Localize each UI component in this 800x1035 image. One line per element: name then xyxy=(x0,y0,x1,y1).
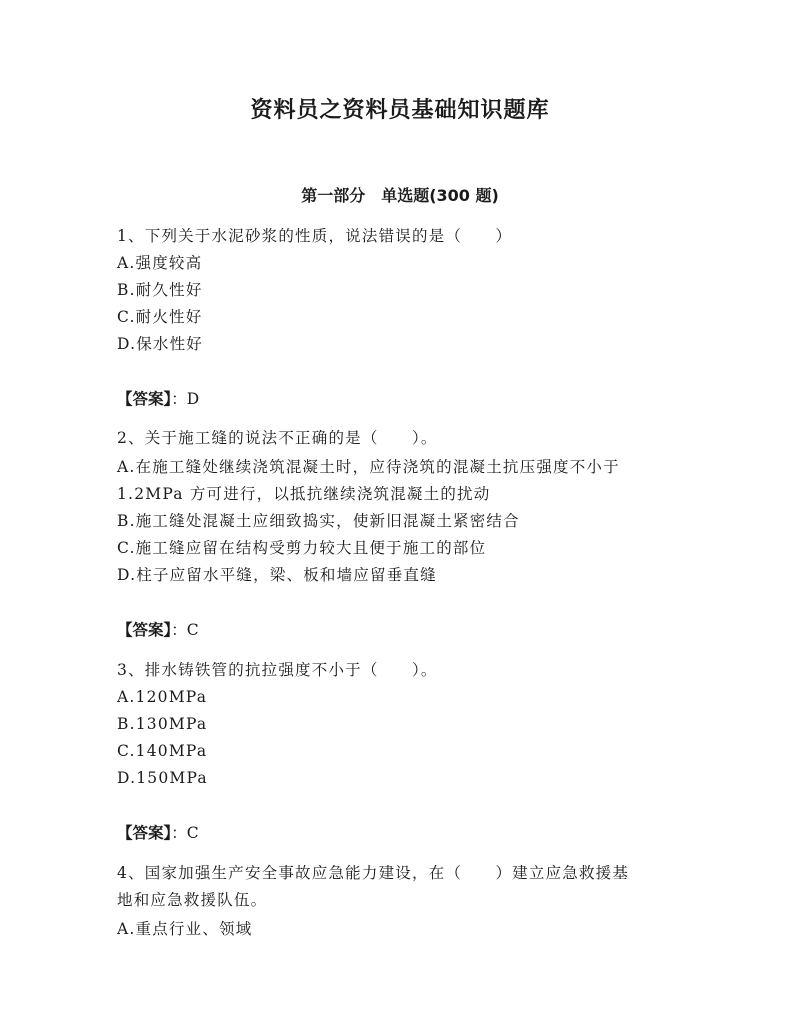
question-2-stem: 2、关于施工缝的说法不正确的是（ ）。 xyxy=(117,429,438,447)
question-4-stem: 4、国家加强生产安全事故应急能力建设，在（ ）建立应急救援基 xyxy=(117,864,630,882)
question-3-stem: 3、排水铸铁管的抗拉强度不小于（ ）。 xyxy=(117,661,438,679)
document-title: 资料员之资料员基础知识题库 xyxy=(250,98,550,123)
question-3-answer xyxy=(117,823,199,843)
answer-value: C xyxy=(186,621,199,639)
question-3-option-a: A.120MPa xyxy=(117,688,208,706)
section-title: 第一部分 单选题(300 题) xyxy=(301,186,499,205)
question-1-option-d: D.保水性好 xyxy=(117,335,204,353)
question-2-option-d: D.柱子应留水平缝，梁、板和墙应留垂直缝 xyxy=(117,566,437,584)
question-2-option-b: B.施工缝处混凝土应细致捣实，使新旧混凝土紧密结合 xyxy=(117,512,520,530)
question-1-stem: 1、下列关于水泥砂浆的性质，说法错误的是（ ） xyxy=(117,227,513,245)
answer-label: 【答案】 xyxy=(117,621,172,639)
answer-value: C xyxy=(186,824,199,842)
question-4-option-a: A.重点行业、领域 xyxy=(117,920,253,938)
answer-label: 【答案】 xyxy=(117,824,172,842)
question-1-option-a: A.强度较高 xyxy=(117,254,203,272)
question-4-stem-cont: 地和应急救援队伍。 xyxy=(117,891,268,909)
answer-label: 【答案】 xyxy=(117,390,172,408)
answer-separator: ： xyxy=(171,621,187,639)
question-1-answer xyxy=(117,389,199,409)
question-1-option-b: B.耐久性好 xyxy=(117,281,203,299)
question-3-option-d: D.150MPa xyxy=(117,769,208,787)
question-2-option-a-cont: 1.2MPa 方可进行，以抵抗继续浇筑混凝土的扰动 xyxy=(117,485,491,503)
question-3-option-b: B.130MPa xyxy=(117,715,208,733)
answer-value: D xyxy=(186,390,200,408)
answer-separator: ： xyxy=(171,824,187,842)
question-3-option-c: C.140MPa xyxy=(117,742,208,760)
answer-separator: ： xyxy=(171,390,187,408)
question-1-option-c: C.耐火性好 xyxy=(117,308,203,326)
question-2-option-a: A.在施工缝处继续浇筑混凝土时，应待浇筑的混凝土抗压强度不小于 xyxy=(117,458,620,476)
question-2-option-c: C.施工缝应留在结构受剪力较大且便于施工的部位 xyxy=(117,539,487,557)
question-2-answer xyxy=(117,620,199,640)
